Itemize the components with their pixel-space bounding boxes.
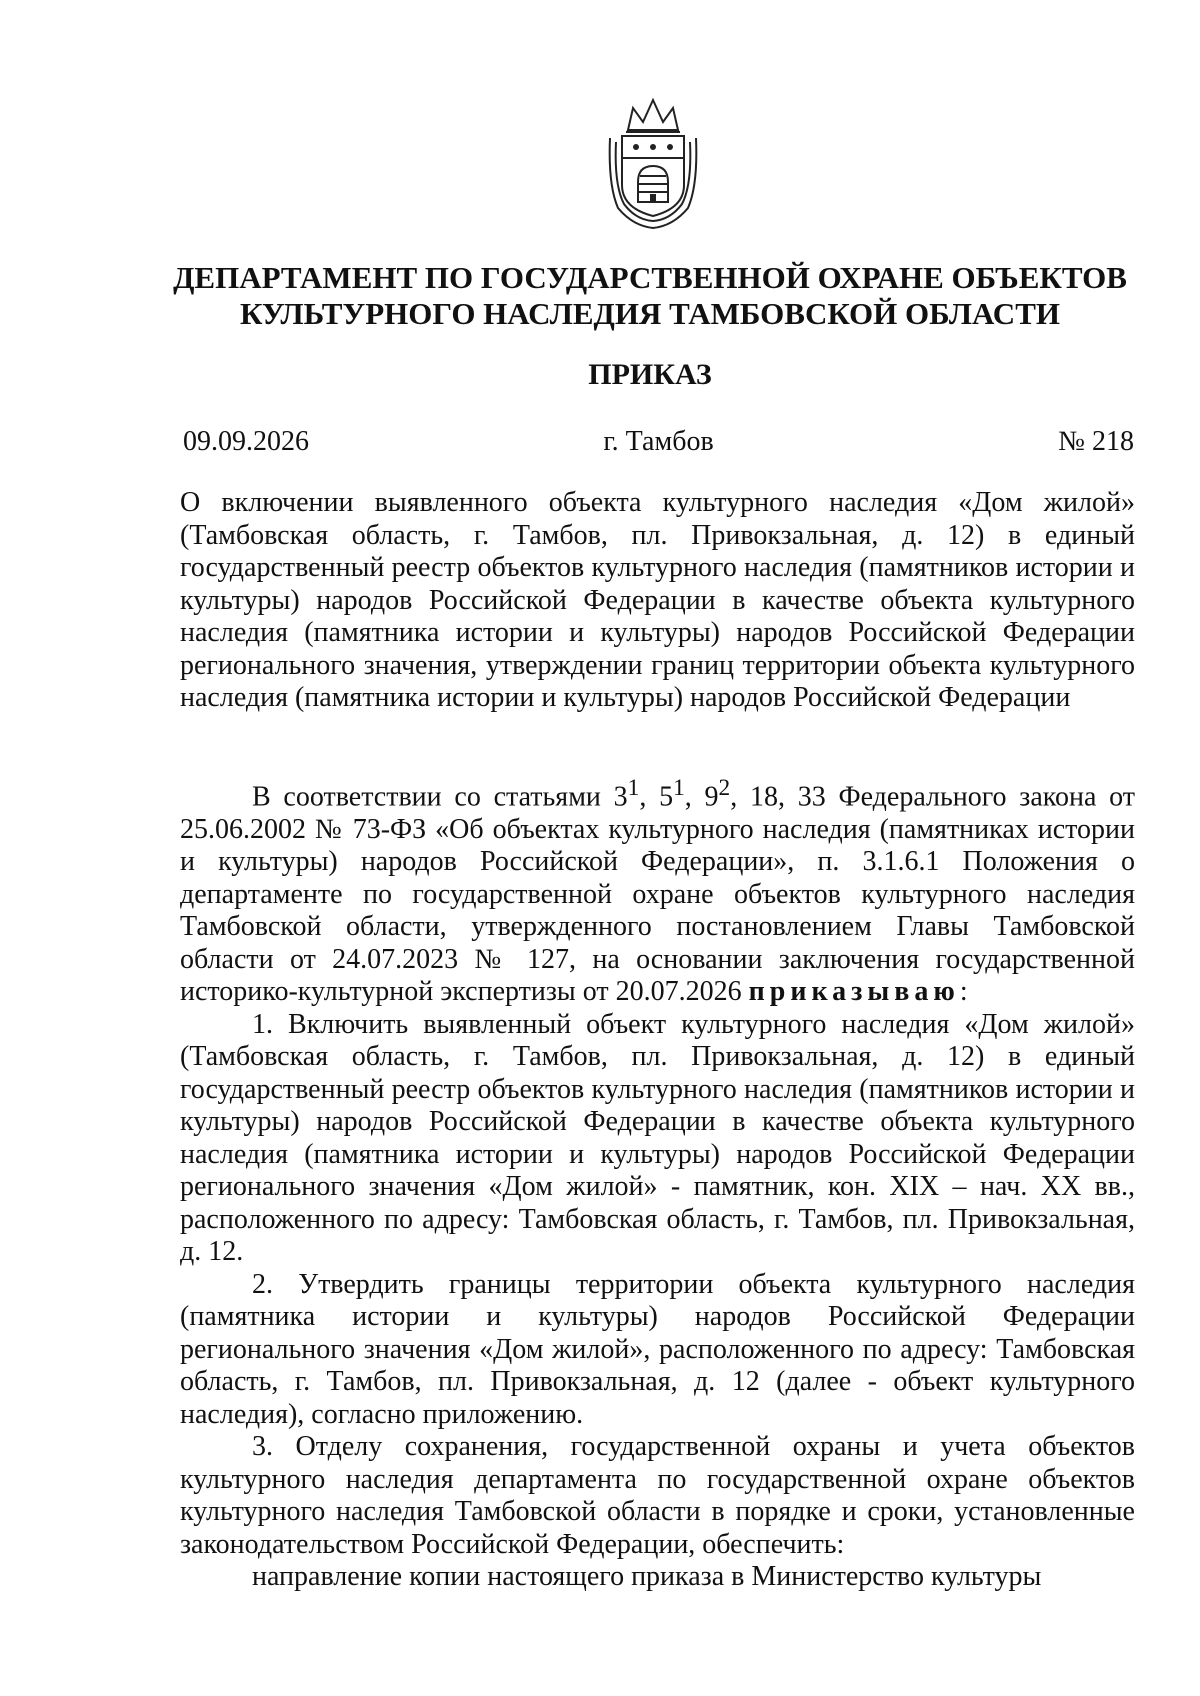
superscript: 1 [627,775,640,801]
document-number: № 218 [1058,426,1134,457]
order-item: направление копии настоящего приказа в Министерство культуры [252,1561,1042,1593]
superscript: 1 [673,775,685,801]
preamble-paragraph [180,772,1135,1009]
document-meta [183,424,1134,464]
preamble-text: В соответствии со статьями 3 [252,781,628,813]
order-item: 2. Утвердить границы территории объекта культурного наследия (памятника истории и культуры) народов Российской Федерации регионального значения «Дом жилой», расположенного по адресу: Тамбовская область, г. Тамбов, пл. Привокзальная, д. 12 (далее - объект культурного наследия), согласно приложению. [180,1268,1135,1430]
preamble-colon: : [959,976,968,1008]
order-item: 1. Включить выявленный объект культурного наследия «Дом жилой» (Тамбовская область, г. Тамбов, пл. Привокзальная, д. 12) в единый государственный реестр объектов культурного наследия (памятников истории и культуры) народов Российской Федерации в качестве объекта культурного наследия (памятника истории и культуры) народов Российской Федерации регионального значения «Дом жилой» - памятник, кон. XIX – нач. XX вв., расположенного по адресу: Тамбовская область, г. Тамбов, пл. Привокзальная, д. 12. [180,1008,1135,1268]
document-date: 09.09.2026 [183,426,309,457]
order-verb: приказываю [748,976,960,1008]
superscript: 2 [718,775,731,801]
order-item: 3. Отделу сохранения, государственной охраны и учета объектов культурного наследия департамента по государственной охране объектов культурного наследия Тамбовской области в порядке и сроки, установленные законодательством Российской Федерации, обеспечить: [180,1431,1135,1560]
document-city: г. Тамбов [603,426,714,457]
preamble-text: , 5 [639,781,674,813]
preamble-text: , 9 [684,781,719,813]
department-name: ДЕПАРТАМЕНТ ПО ГОСУДАРСТВЕННОЙ ОХРАНЕ ОБЪЕКТОВ КУЛЬТУРНОГО НАСЛЕДИЯ ТАМБОВСКОЙ ОБЛАСТИ [173,260,1127,331]
tambov-coat-of-arms-icon [598,90,708,230]
preamble-text: , 18, 33 Федерального закона от 25.06.2002 № 73-ФЗ «Об объектах культурного наследия (памятниках истории и культуры) народов Российской Федерации», п. 3.1.6.1 Положения о департаменте по государственной охране объектов культурного наследия Тамбовской области, утвержденного постановлением Главы Тамбовской области от 24.07.2023 № 127, на основании заключения государственной историко-культурной экспертизы от 20.07.2026 [180,781,1135,1008]
order-subject: О включении выявленного объекта культурного наследия «Дом жилой» (Тамбовская область, г. Тамбов, пл. Привокзальная, д. 12) в единый государственный реестр объектов культурного наследия (памятников истории и культуры) народов Российской Федерации в качестве объекта культурного наследия (памятника истории и культуры) народов Российской Федерации регионального значения, утверждении границ территории объекта культурного наследия (памятника истории и культуры) народов Российской Федерации [180,487,1135,713]
order-body [180,772,1135,1594]
document-type: ПРИКАЗ [588,358,712,391]
